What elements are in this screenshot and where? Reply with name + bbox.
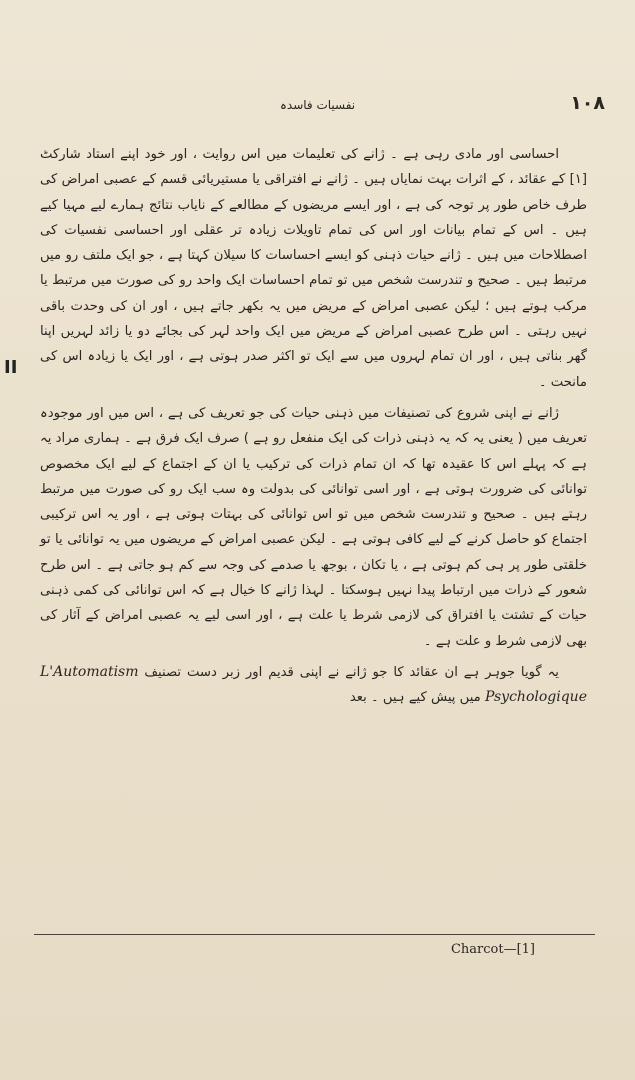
running-title: نفسیات فاسدہ [279,98,356,112]
page-number: ١٠٨ [570,92,605,114]
paragraph-text: میں پیش کیے ہیں ۔ بعد [349,690,481,706]
footnote: Charcot—[1] [450,942,535,957]
paragraph: ژانے نے اپنی شروع کی تصنیفات میں ذہنی حیات کی جو تعریف کی ہے ، اس میں اور موجودہ تعریف میں ( یعنی یہ کہ یہ ذہنی ذرات کی ایک منفعل رو ہے ) صرف ایک فرق ہے ۔ ہماری مراد یہ ہے کہ پہلے اس کا عقیدہ تھا کہ ان تمام ذرات کی ترکیب یا ان کے اجتماع کے لیے ایک مخصوص توانائی کی ضرورت ہوتی ہے ، اور اسی توانائی کی بدولت وہ سب ایک رو کی صورت میں مرتبط رہتے ہیں ۔ صحیح و تندرست شخص میں تو اس توانائی کی بہتات ہوتی ہے ، اور یہ اس ترکیبی اجتماع کو حاصل کرنے کے لیے کافی ہوتی ہے ۔ لیکن عصبی امراض کے مریضوں میں یہ توانائی یا تو خلقتی طور پر ہی کم ہوتی ہے ، یا تکان ، بوجھ یا صدمے کی وجہ سے کم ہو جاتی ہے ۔ اس طرح شعور کے ذرات میں ارتباط پیدا نہیں ہوسکتا ۔ لہذا ژانے کا خیال ہے کہ اس توانائی کی کمی ذہنی حیات کے تشتت یا افتراق کی لازمی شرط یا علت ہے ، اور اسی لیے یہ عصبی امراض کے آثار کی بھی لازمی شرط و علت ہے ۔ [40,405,587,649]
paragraph: احساسی اور مادی رہی ہے ۔ ژانے کی تعلیمات میں اس روایت ، اور خود اپنے استاد شارکٹ [١] کے عقائد ، کے اثرات بہت نمایاں ہیں ۔ ژانے نے افتراقی یا مستیریائی قسم کے عصبی امراض کی طرف خاص طور پر توجہ کی ہے ، اور ایسے مریضوں کے مطالعے کے نایاب نتائج ہمارے لیے مہیا کیے ہیں ۔ اس کے تمام بیانات اور اس کی تمام تاویلات زیادہ تر عقلی اور احساسی نفسیات کی اصطلاحات میں ہیں ۔ ژانے حیات ذہنی کو ایسے احساسات کا سیلان کہتا ہے ، جو ایک ملتف رو میں مرتبط ہیں ۔ صحیح و تندرست شخص میں تو تمام احساسات ایک واحد رو کی صورت میں مرتبط یا مرکب ہوتے ہیں ؛ لیکن عصبی امراض کے مریض میں یہ بکھر جاتے ہیں ، اور ان کی وحدت باقی نہیں رہتی ۔ اس طرح عصبی امراض کے مریض میں ایک واحد لہر کی بجائے دو یا زائد لہریں اپنا گھر بناتی ہیں ، اور ان تمام لہروں میں سے ایک تو اکثر صدر ہوتی ہے ، اور ایک یا زیادہ اس کی مانحت ۔ [40,147,587,390]
body-text [40,142,587,711]
footnote-rule [34,934,595,935]
paragraph-last [40,660,587,711]
paragraph-text: یہ گویا جوہر ہے ان عقائد کا جو ژانے نے اپنی قدیم اور زبر دست تصنیف [144,664,559,680]
margin-mark: II [4,357,18,378]
book-title-latin: L'Automatism Psychologique [40,663,587,706]
page-header [30,92,605,122]
